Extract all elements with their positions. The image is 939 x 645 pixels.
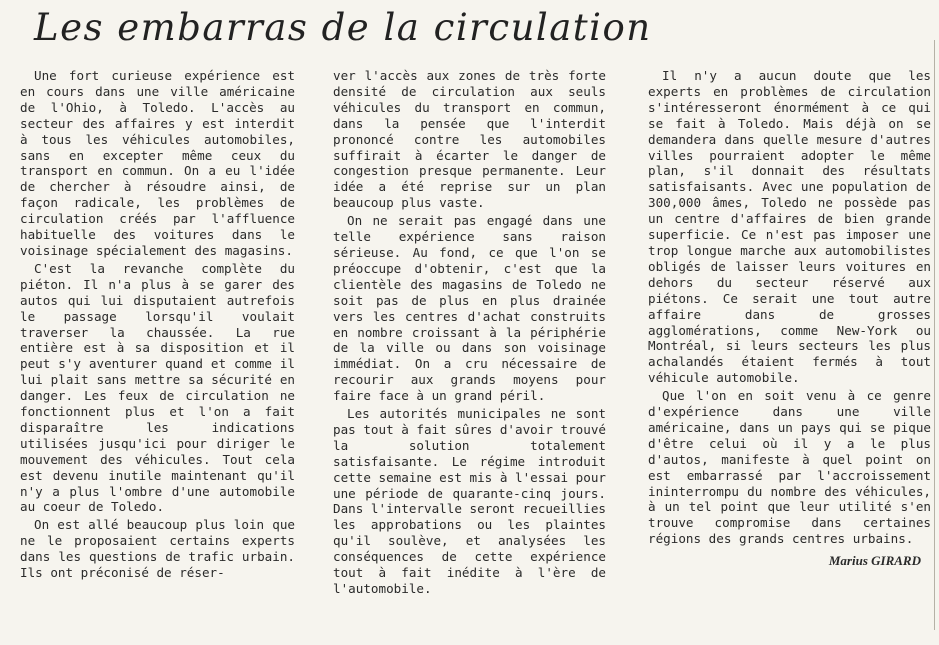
paragraph: ver l'accès aux zones de très forte densité de circulation aux seuls véhicules du transport en commun, dans la pensée que l'interdit prononcé contre les automobiles suffirait à écarter le danger de congestion presque permanente. Leur idée a été reprise sur un plan beaucoup plus vaste. <box>333 68 606 211</box>
paragraph: Une fort curieuse expérience est en cours dans une ville américaine de l'Ohio, à Toledo. L'accès au secteur des affaires y est interdit à tous les véhicules automobiles, sans en excepter même ceux du transport en commun. On a eu l'idée de chercher à résoudre ainsi, de façon radicale, les problèmes de circulation créés par l'affluence habituelle des voitures dans le voisinage spécialement des magasins. <box>20 68 295 258</box>
paragraph: On ne serait pas engagé dans une telle expérience sans raison sérieuse. Au fond, ce que l'on se préoccupe d'obtenir, c'est que la clientèle des magasins de Toledo ne soit pas de plus en plus drainée vers les centres d'achat construits en nombre croissant à la périphérie de la ville ou dans son voisinage immédiat. On a cru nécessaire de recourir aux grands moyens pour faire face à un grand péril. <box>333 213 606 404</box>
paragraph: On est allé beaucoup plus loin que ne le proposaient certains experts dans les questions de trafic urbain. Ils ont préconisé de réser- <box>20 517 295 581</box>
paragraph: Il n'y a aucun doute que les experts en problèmes de circulation s'intéresseront énormément à ce qui se fait à Toledo. Mais déjà on se demandera dans quelle mesure d'autres villes pourraient adopter le même plan, s'il donnait des résultats satisfaisants. Avec une population de 300,000 âmes, Toledo ne possède pas un centre d'affaires de bien grande superficie. Ce n'est pas imposer une trop longue marche aux automobilistes obligés de laisser leurs voitures en dehors du secteur réservé aux piétons. Ce serait une tout autre affaire dans de grosses agglomérations, comme New-York ou Montréal, si leurs secteurs les plus achalandés étaient fermés à tout véhicule automobile. <box>648 68 931 386</box>
article-column-1 <box>20 68 295 583</box>
article-headline: Les embarras de la circulation <box>34 6 652 49</box>
paragraph: Les autorités municipales ne sont pas tout à fait sûres d'avoir trouvé la solution totalement satisfaisante. Le régime introduit cette semaine est mis à l'essai pour une période de quarante-cinq jours. Dans l'intervalle seront recueillies les approbations ou les plaintes qu'il soulève, et analysées les conséquences de cette expérience tout à fait inédite à l'ère de l'automobile. <box>333 406 606 596</box>
article-column-3 <box>648 68 931 569</box>
paragraph: Que l'on en soit venu à ce genre d'expérience dans une ville américaine, dans un pays qui se pique d'être celui où il y a le plus d'autos, manifeste à quel point on est embarrassé par l'accroissement ininterrompu du nombre des véhicules, à un tel point que leur utilité s'en trouve compromise dans certaines régions des grands centres urbains. <box>648 388 931 547</box>
paragraph: C'est la revanche complète du piéton. Il n'a plus à se garer des autos qui lui disputaient autrefois le passage lorsqu'il voulait traverser la chaussée. La rue entière est à sa disposition et il peut s'y aventurer quand et comme il lui plait sans mettre sa sécurité en danger. Les feux de circulation ne fonctionnent plus et l'on a fait disparaître les indications utilisées jusqu'ici pour diriger le mouvement des véhicules. Tout cela est devenu inutile maintenant qu'il n'y a plus l'ombre d'une automobile au coeur de Toledo. <box>20 260 295 515</box>
author-signature: Marius GIRARD <box>828 553 921 569</box>
article-column-2 <box>333 68 606 599</box>
clipping-edge <box>934 40 935 630</box>
